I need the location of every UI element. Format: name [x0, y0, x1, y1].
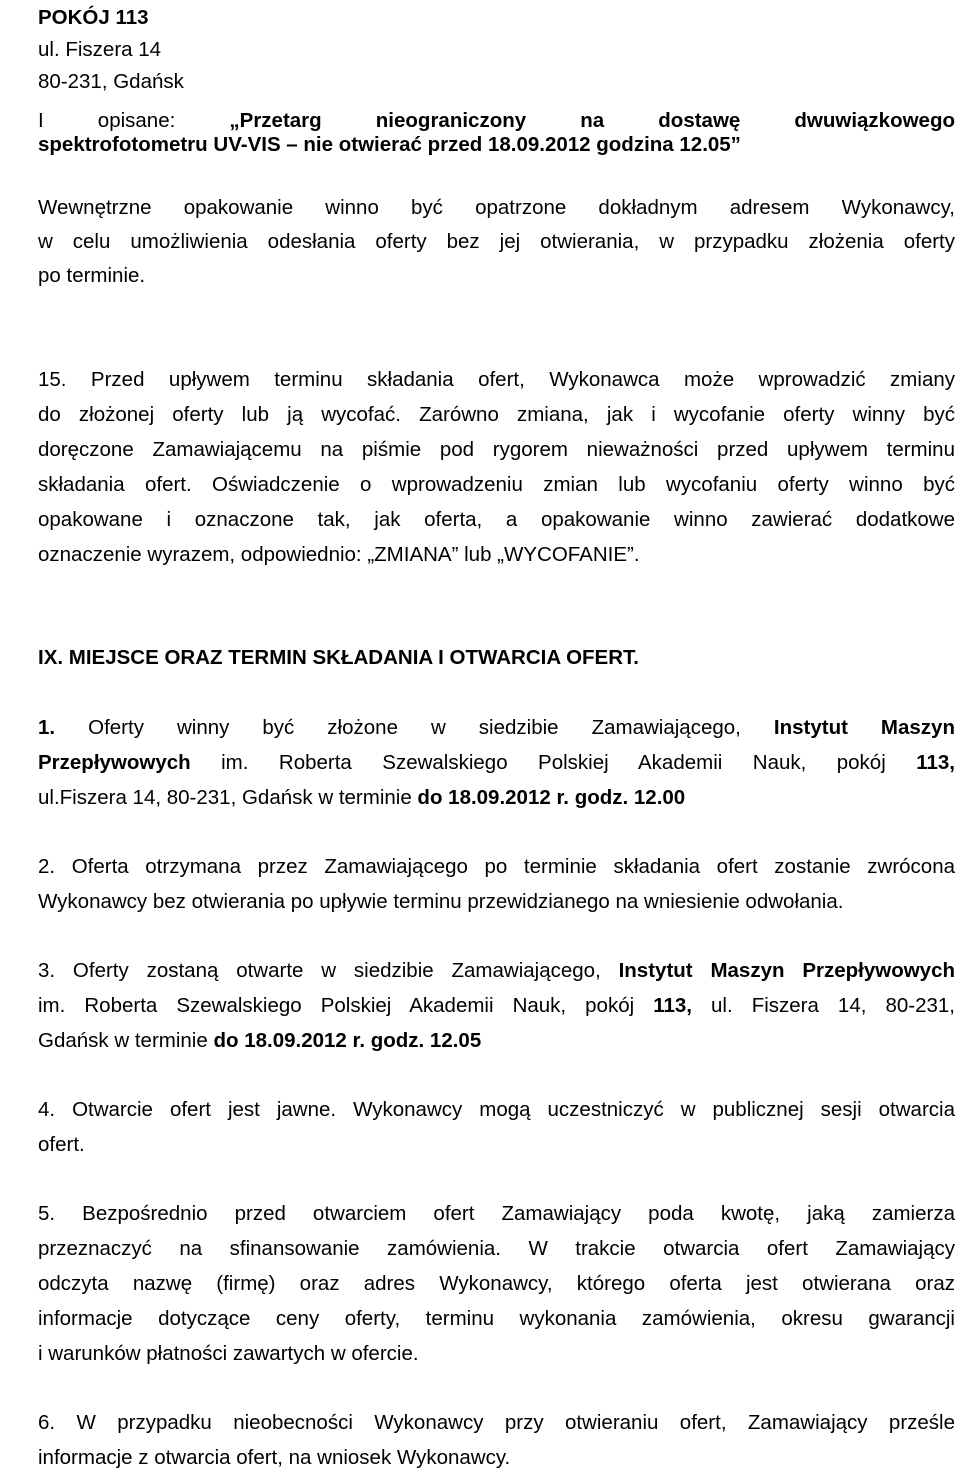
point-4-line-1: 4. Otwarcie ofert jest jawne. Wykonawcy mogą uczestniczyć w publicznej sesji otwarcia — [38, 1098, 955, 1121]
section-heading: IX. MIEJSCE ORAZ TERMIN SKŁADANIA I OTWARCIA OFERT. — [38, 646, 639, 669]
point-5-line-2: przeznaczyć na sfinansowanie zamówienia. W trakcie otwarcia ofert Zamawiający — [38, 1237, 955, 1260]
point-1-line-3: ul.Fiszera 14, 80-231, Gdańsk w terminie do 18.09.2012 r. godz. 12.00 — [38, 786, 686, 809]
point-5-line-5: i warunków płatności zawartych w ofercie. — [38, 1342, 419, 1365]
item-15-line-1: 15. Przed upływem terminu składania ofert, Wykonawca może wprowadzić zmiany — [38, 368, 955, 391]
item-15-line-6: oznaczenie wyrazem, odpowiednio: „ZMIANA” lub „WYCOFANIE”. — [38, 543, 640, 566]
address-city: 80-231, Gdańsk — [38, 70, 184, 93]
item-15-line-4: składania ofert. Oświadczenie o wprowadzeniu zmian lub wycofaniu oferty winno być — [38, 473, 955, 496]
address-street: ul. Fiszera 14 — [38, 38, 162, 61]
address-room: POKÓJ 113 — [38, 6, 149, 29]
inner-packaging-line-2: w celu umożliwienia odesłania oferty bez jej otwierania, w przypadku złożenia oferty — [38, 230, 955, 253]
point-3-line-1: 3. Oferty zostaną otwarte w siedzibie Zamawiającego, Instytut Maszyn Przepływowych — [38, 959, 955, 982]
point-5-line-4: informacje dotyczące ceny oferty, terminu wykonania zamówienia, okresu gwarancji — [38, 1307, 955, 1330]
item-15-line-3: doręczone Zamawiającemu na piśmie pod rygorem nieważności przed upływem terminu — [38, 438, 955, 461]
item-15-line-5: opakowane i oznaczone tak, jak oferta, a opakowanie winno zawierać dodatkowe — [38, 508, 955, 531]
point-6-line-1: 6. W przypadku nieobecności Wykonawcy przy otwieraniu ofert, Zamawiający prześle — [38, 1411, 955, 1434]
envelope-label-line-1: I opisane: „Przetarg nieograniczony na dostawę dwuwiązkowego — [38, 109, 955, 132]
point-4-line-2: ofert. — [38, 1133, 85, 1156]
inner-packaging-line-3: po terminie. — [38, 264, 146, 287]
item-15-line-2: do złożonej oferty lub ją wycofać. Zarówno zmiana, jak i wycofanie oferty winny być — [38, 403, 955, 426]
point-5-line-1: 5. Bezpośrednio przed otwarciem ofert Zamawiający poda kwotę, jaką zamierza — [38, 1202, 955, 1225]
point-3-line-3: Gdańsk w terminie do 18.09.2012 r. godz. 12.05 — [38, 1029, 482, 1052]
point-2-line-1: 2. Oferta otrzymana przez Zamawiającego po terminie składania ofert zostanie zwrócona — [38, 855, 955, 878]
point-6-line-2: informacje z otwarcia ofert, na wniosek Wykonawcy. — [38, 1446, 511, 1469]
point-2-line-2: Wykonawcy bez otwierania po upływie terminu przewidzianego na wniesienie odwołania. — [38, 890, 844, 913]
inner-packaging-line-1: Wewnętrzne opakowanie winno być opatrzone dokładnym adresem Wykonawcy, — [38, 196, 955, 219]
envelope-label-line-2: spektrofotometru UV-VIS – nie otwierać przed 18.09.2012 godzina 12.05” — [38, 133, 741, 156]
point-1-line-2: Przepływowych im. Roberta Szewalskiego Polskiej Akademii Nauk, pokój 113, — [38, 751, 955, 774]
point-5-line-3: odczyta nazwę (firmę) oraz adres Wykonawcy, którego oferta jest otwierana oraz — [38, 1272, 955, 1295]
point-3-line-2: im. Roberta Szewalskiego Polskiej Akademii Nauk, pokój 113, ul. Fiszera 14, 80-231, — [38, 994, 955, 1017]
point-1-line-1: 1. Oferty winny być złożone w siedzibie Zamawiającego, Instytut Maszyn — [38, 716, 955, 739]
